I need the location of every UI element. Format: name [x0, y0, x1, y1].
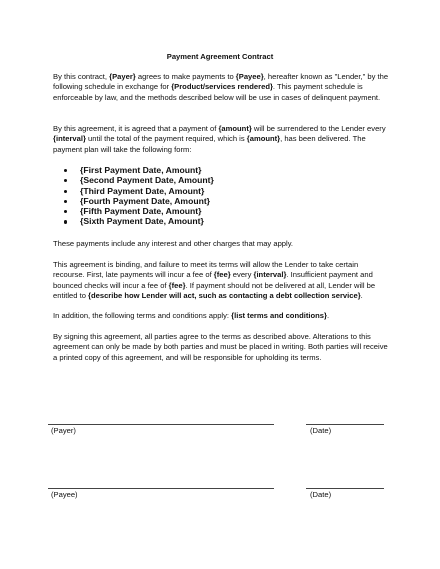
- text: .: [326, 311, 330, 320]
- terms-placeholder: {list terms and conditions}: [231, 311, 327, 320]
- text: every: [230, 270, 254, 280]
- paragraph-payment-terms: [53, 124, 391, 155]
- payer-date-label: (Date): [310, 426, 332, 435]
- bounced-fee-placeholder: {fee}: [168, 280, 186, 290]
- text: This agreement is binding, and failure to meet its terms will allow the Lender to take certain recourse. First, late payments will incur a fee of: [53, 260, 359, 280]
- bullet-icon: [64, 190, 67, 193]
- payer-placeholder: {Payer}: [109, 72, 136, 81]
- text: In addition, the following terms and conditions apply:: [53, 311, 232, 320]
- payer-date-line: [306, 424, 384, 425]
- late-fee-placeholder: {fee}: [213, 270, 231, 280]
- paragraph-penalties: [53, 260, 391, 302]
- list-item: [53, 196, 214, 206]
- text: agrees to make payments to: [135, 72, 236, 81]
- lender-action-placeholder: {describe how Lender will act, such as contacting a debt collection service}: [88, 291, 361, 301]
- plan-item-text: {Sixth Payment Date, Amount}: [80, 216, 204, 227]
- text: , hereafter known as "Lender," by the following schedule in exchange for: [53, 72, 389, 92]
- list-item: [53, 206, 214, 216]
- text: . Insufficient payment and bounced checks will incur a fee of: [53, 270, 373, 290]
- text: will be surrendered to the Lender every: [251, 124, 386, 133]
- text: , has been delivered. The payment plan will take the following form:: [53, 134, 366, 154]
- payer-label: (Payer): [51, 426, 76, 435]
- interval-placeholder: {interval}: [53, 134, 86, 144]
- amount-placeholder: {amount}: [218, 124, 252, 133]
- list-item: [53, 186, 214, 196]
- document-title: Payment Agreement Contract: [166, 52, 274, 61]
- bullet-icon: [64, 210, 67, 213]
- text: By this agreement, it is agreed that a payment of: [53, 124, 219, 133]
- paragraph-signing: By signing this agreement, all parties agree to the terms as described above. Alterations to this agreement can only be made by both parties and must be placed in writing. Both parties will receive a printed copy of this agreement, and will be responsible for upholding its terms.: [53, 332, 388, 362]
- list-item: [53, 216, 214, 226]
- payee-date-label: (Date): [310, 490, 332, 499]
- paragraph-parties: [53, 72, 391, 103]
- text: .: [360, 291, 363, 301]
- bullet-icon: [64, 169, 67, 172]
- plan-item-text: {First Payment Date, Amount}: [80, 165, 202, 175]
- payee-label: (Payee): [51, 490, 78, 499]
- paragraph-interest: These payments include any interest and other charges that may apply.: [53, 239, 294, 248]
- paragraph-terms: [53, 311, 391, 321]
- total-amount-placeholder: {amount}: [246, 134, 281, 144]
- payer-signature-line: [48, 424, 274, 425]
- text: . This payment schedule is enforceable by law, and the methods described below will be use in cases of delinquent payment.: [53, 82, 381, 102]
- interval-placeholder: {interval}: [253, 270, 287, 280]
- payment-plan-list: [53, 165, 214, 227]
- payee-signature-line: [48, 488, 274, 489]
- text: . If payment should not be delivered at all, Lender will be entitled to: [53, 280, 376, 301]
- list-item: [53, 175, 214, 185]
- plan-item-text: {Fourth Payment Date, Amount}: [80, 195, 211, 206]
- bullet-icon: [64, 220, 67, 223]
- plan-item-text: {Second Payment Date, Amount}: [80, 175, 214, 186]
- bullet-icon: [64, 179, 67, 182]
- bullet-icon: [64, 200, 67, 203]
- plan-item-text: {Third Payment Date, Amount}: [80, 185, 205, 196]
- payee-date-line: [306, 488, 384, 489]
- plan-item-text: {Fifth Payment Date, Amount}: [80, 206, 202, 217]
- list-item: [53, 165, 214, 175]
- payee-placeholder: {Payee}: [235, 72, 264, 81]
- text: until the total of the payment required, which is: [85, 134, 247, 144]
- text: By this contract,: [53, 72, 110, 81]
- product-placeholder: {Product/services rendered}: [171, 82, 273, 92]
